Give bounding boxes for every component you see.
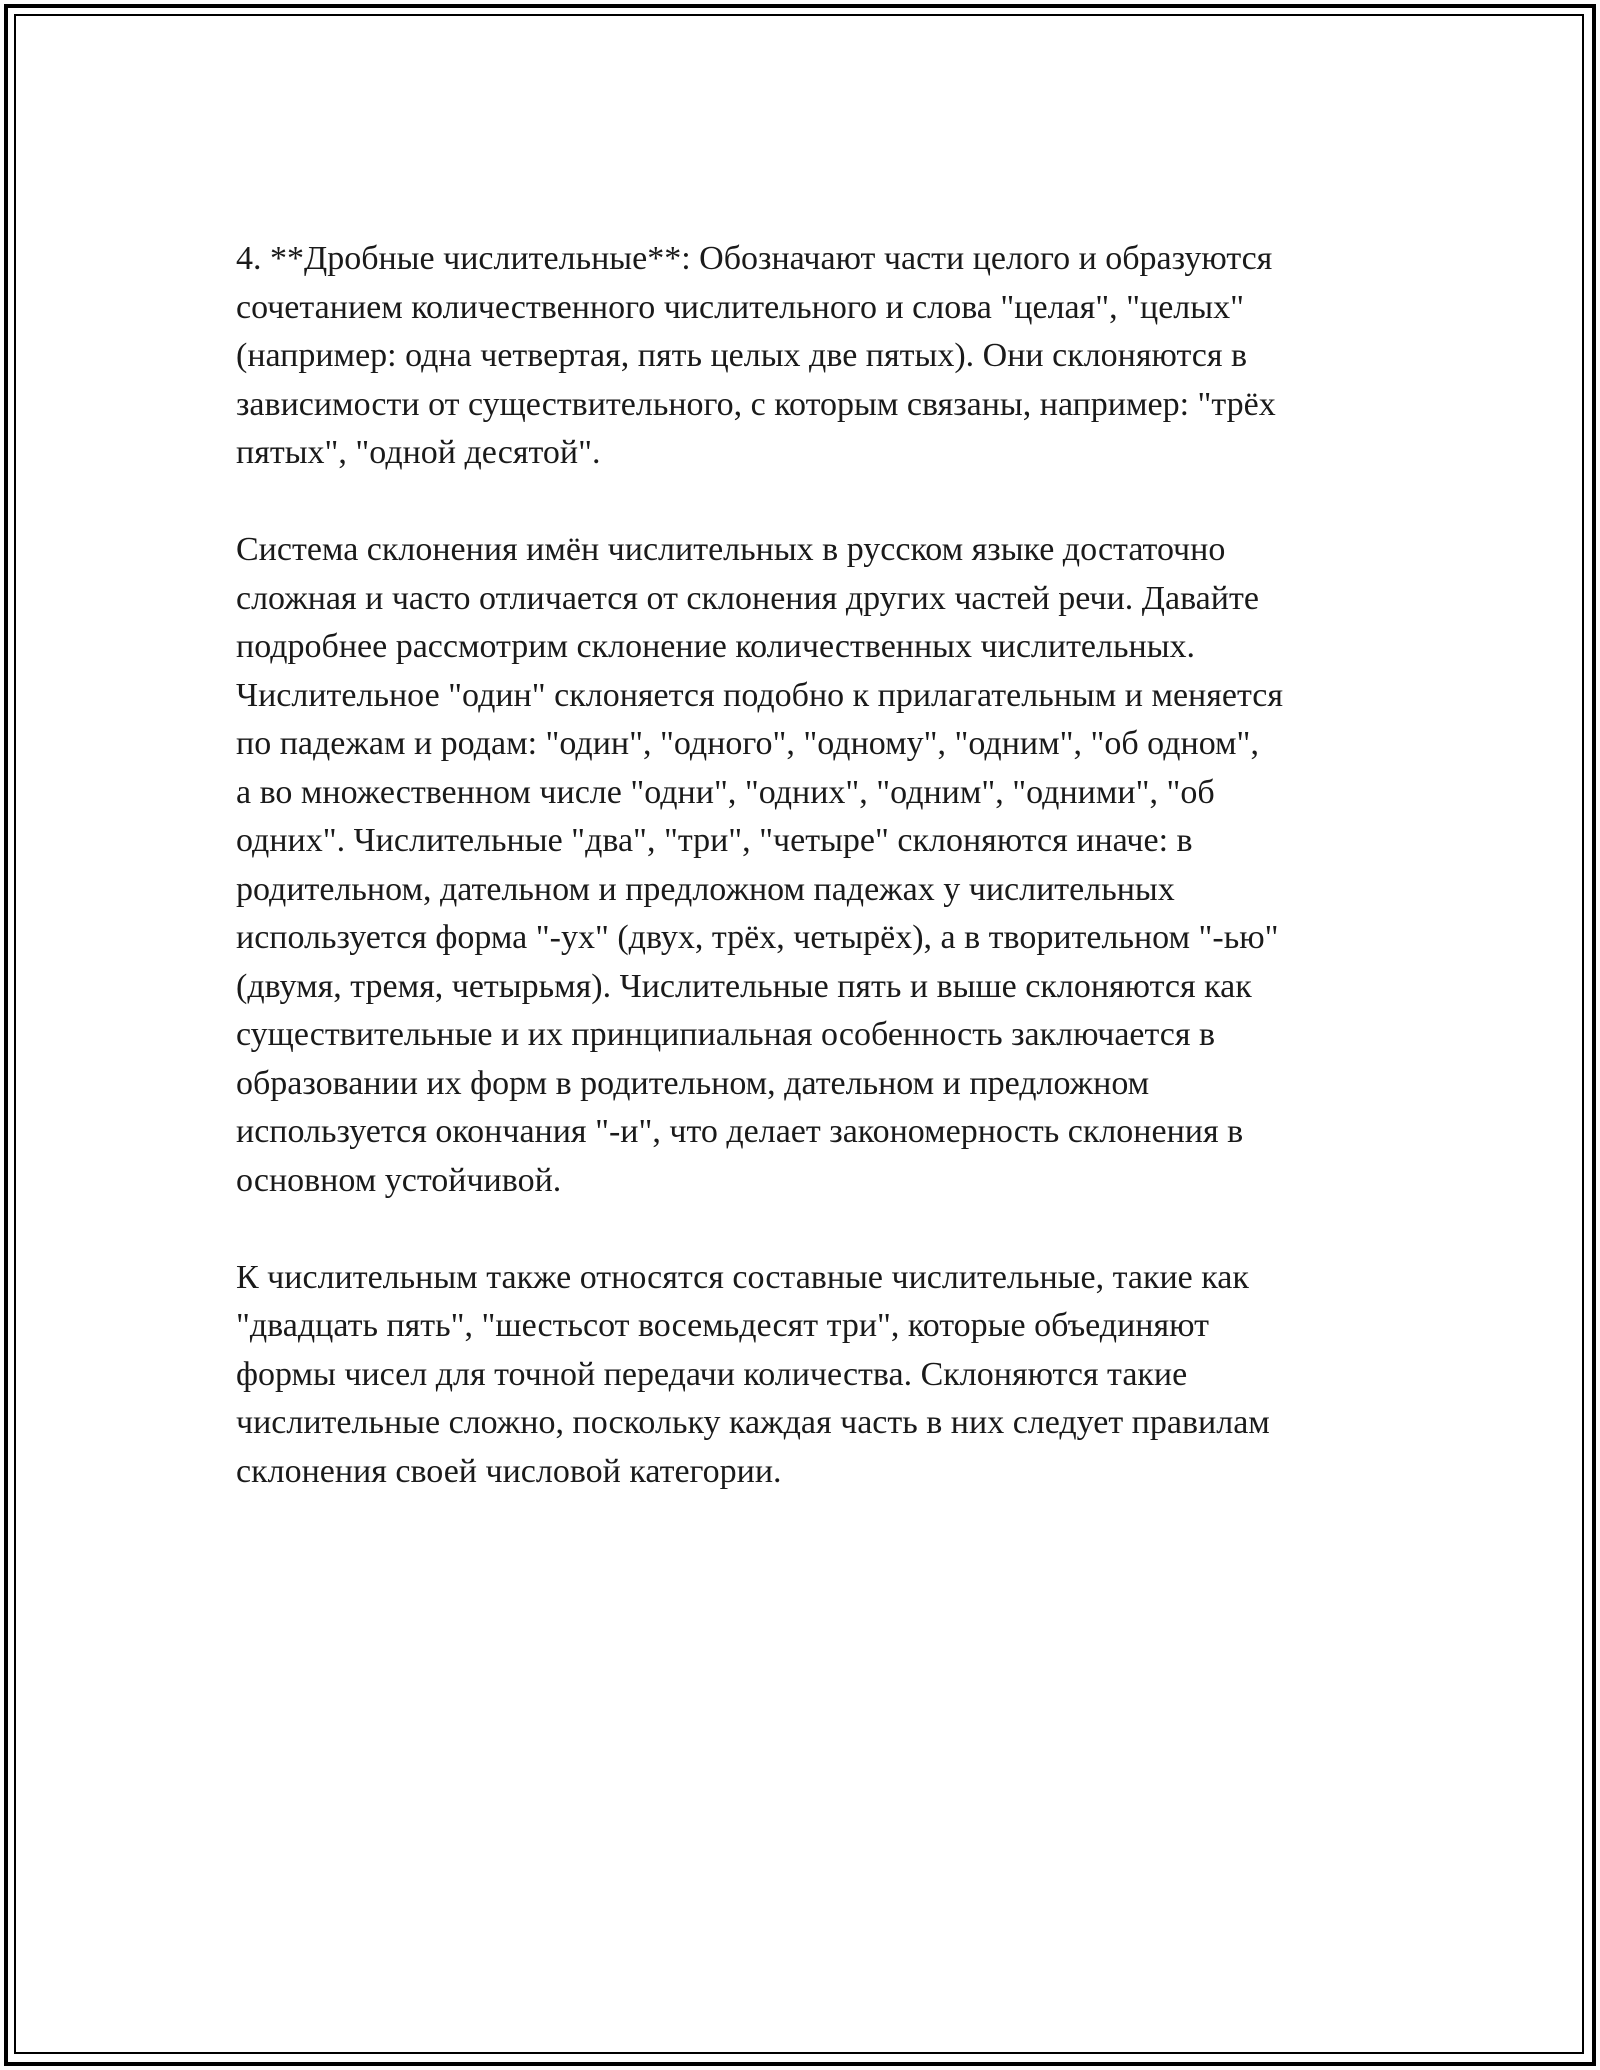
text-line: склонения своей числовой категории. bbox=[236, 1452, 782, 1490]
text-line: подробнее рассмотрим склонение количественных числительных. bbox=[236, 628, 1196, 665]
text-line: "двадцать пять", "шестьсот восемьдесят три", которые объединяют bbox=[236, 1307, 1209, 1344]
text-line: существительные и их принципиальная особенность заключается в bbox=[236, 1016, 1216, 1053]
text-line: (двумя, тремя, четырьмя). Числительные пять и выше склоняются как bbox=[236, 967, 1252, 1005]
text-line: используется форма "-ух" (двух, трёх, четырёх), а в творительном "-ью" bbox=[236, 919, 1279, 956]
text-line: формы чисел для точной передачи количества. Склоняются такие bbox=[236, 1355, 1188, 1393]
text-line: зависимости от существительного, с которым связаны, например: "трёх bbox=[236, 385, 1276, 423]
text-line: К числительным также относятся составные числительные, такие как bbox=[236, 1258, 1249, 1296]
text-line: родительном, дательном и предложном падежах у числительных bbox=[236, 870, 1175, 908]
text-line: 4. **Дробные числительные**: Обозначают части целого и образуются bbox=[236, 240, 1273, 277]
text-line: пятых", "одной десятой". bbox=[236, 434, 601, 471]
paragraph-compound-numerals bbox=[236, 1254, 1386, 1497]
text-line: используется окончания "-и", что делает закономерность склонения в bbox=[236, 1113, 1244, 1150]
document-body bbox=[236, 235, 1386, 1545]
text-line: Система склонения имён числительных в русском языке достаточно bbox=[236, 531, 1226, 568]
text-line: (например: одна четвертая, пять целых две пятых). Они склоняются в bbox=[236, 337, 1248, 374]
text-line: числительные сложно, поскольку каждая часть в них следует правилам bbox=[236, 1404, 1270, 1441]
text-line: а во множественном числе "одни", "одних", "одним", "одними", "об bbox=[236, 773, 1215, 811]
text-line: сложная и часто отличается от склонения других частей речи. Давайте bbox=[236, 579, 1259, 617]
text-line: одних". Числительные "два", "три", "четыре" склоняются иначе: в bbox=[236, 822, 1193, 859]
text-line: Числительное "один" склоняется подобно к прилагательным и меняется bbox=[236, 676, 1283, 714]
text-line: по падежам и родам: "один", "одного", "одному", "одним", "об одном", bbox=[236, 725, 1259, 762]
paragraph-declension-system bbox=[236, 526, 1386, 1205]
text-line: основном устойчивой. bbox=[236, 1161, 562, 1199]
paragraph-fractional-numerals bbox=[236, 235, 1386, 478]
text-line: сочетанием количественного числительного и слова "целая", "целых" bbox=[236, 288, 1244, 326]
text-line: образовании их форм в родительном, дательном и предложном bbox=[236, 1064, 1150, 1102]
